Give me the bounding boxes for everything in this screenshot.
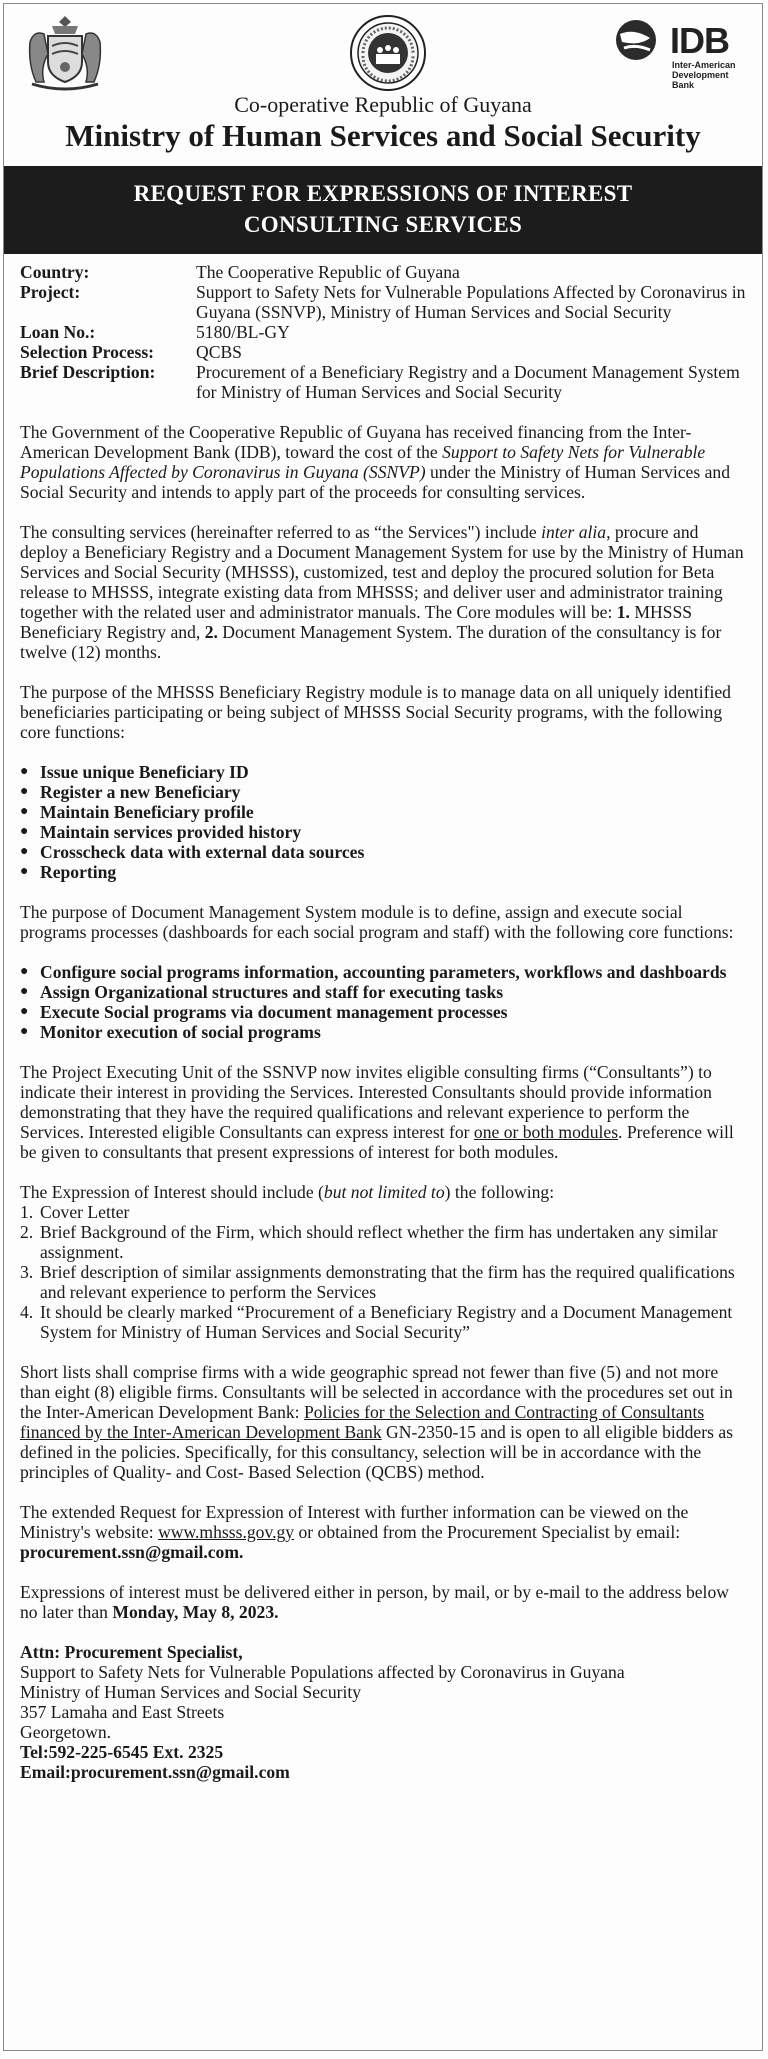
deadline-date: Monday, May 8, 2023. [112, 1602, 279, 1622]
meta-country: Country: The Cooperative Republic of Guyana [20, 262, 460, 282]
meta-selection-process: Selection Process: QCBS [20, 342, 242, 362]
list-item: ● Reporting [20, 862, 748, 882]
eoi-requirements-list [20, 1202, 748, 1342]
paragraph-short-lists: Short lists shall comprise firms with a wide geographic spread not fewer than five (5) and not more than eight (8) eligible firms. Consultants will be selected in accordance with the procedures set out in the Inter-American Development Bank: Policies for the Selection and Contracting of Consultants financed by the Inter-American Development Bank GN-2350-15 and is open to all eligible bidders as defined in the policies. Specifically, for this consultancy, selection will be in accordance with the principles of Quality- and Cost- Based Selection (QCBS) method. [20, 1362, 733, 1482]
address-line: Ministry of Human Services and Social Security [20, 1682, 362, 1702]
list-item: ● Assign Organizational structures and staff for executing tasks [20, 982, 748, 1002]
ministry-seal-icon [349, 14, 427, 92]
paragraph-registry-purpose: The purpose of the MHSSS Beneficiary Registry module is to manage data on all uniquely identified beneficiaries participating or being subject of MHSSS Social Security programs, with the following core functions: [20, 682, 731, 742]
paragraph-deadline: Expressions of interest must be delivered either in person, by mail, or by e-mail to the address below no later than Monday, May 8, 2023. [20, 1582, 729, 1622]
telephone: Tel:592-225-6545 Ext. 2325 [20, 1742, 224, 1762]
paragraph-invitation: The Project Executing Unit of the SSNVP now invites eligible consulting firms (“Consultants”) to indicate their interest in providing the Services. Interested Consultants should provide information demonstrating that they have the required qualifications and relevant experience to perform the Services. Interested eligible Consultants can express interest for one or both modules. Preference will be given to consultants that present expressions of interest for both modules. [20, 1062, 734, 1162]
ministry-website-link[interactable]: www.mhsss.gov.gy [158, 1522, 295, 1542]
meta-brief-description: Brief Description: Procurement of a Beneficiary Registry and a Document Management System for Ministry of Human Services and Social Security [20, 362, 740, 402]
list-item: ● Maintain services provided history [20, 822, 748, 842]
ministry-title: Ministry of Human Services and Social Security [65, 118, 701, 153]
dms-functions-list [20, 962, 748, 1042]
address-line: 357 Lamaha and East Streets [20, 1702, 225, 1722]
idb-logo [612, 18, 752, 90]
header [4, 4, 762, 166]
meta-project: Project: Support to Safety Nets for Vulnerable Populations Affected by Coronavirus in Guyana (SSNVP), Ministry of Human Services and Social Security [20, 282, 746, 322]
list-item: ● Maintain Beneficiary profile [20, 802, 748, 822]
paragraph-dms-purpose: The purpose of Document Management System module is to define, assign and execute social programs processes (dashboards for each social program and staff) with the following core functions: [20, 902, 734, 942]
request-banner [4, 166, 762, 254]
list-item: ● Monitor execution of social programs [20, 1022, 748, 1042]
advertisement-page [3, 3, 763, 2051]
paragraph-extended-request: The extended Request for Expression of Interest with further information can be viewed on the Ministry's website: www.mhsss.gov.gy or obtained from the Procurement Specialist by email: procurement.ssn@gmail.com. [20, 1502, 689, 1562]
address-line: Georgetown. [20, 1722, 112, 1742]
list-item: 4. It should be clearly marked “Procurement of a Beneficiary Registry and a Document Management System for Ministry of Human Services and Social Security” [20, 1302, 733, 1342]
list-item: ● Issue unique Beneficiary ID [20, 762, 748, 782]
republic-title: Co-operative Republic of Guyana [234, 92, 532, 117]
one-or-both-modules-text: one or both modules [473, 1122, 619, 1142]
list-item: ● Execute Social programs via document management processes [20, 1002, 748, 1022]
address-line: Support to Safety Nets for Vulnerable Populations affected by Coronavirus in Guyana [20, 1662, 625, 1682]
list-item: 1. Cover Letter [20, 1202, 130, 1222]
contact-address [20, 1642, 748, 1782]
procurement-email-link[interactable]: procurement.ssn@gmail.com. [20, 1542, 244, 1562]
idb-wordmark: IDB [670, 20, 729, 61]
banner-line-2: CONSULTING SERVICES [243, 212, 523, 237]
idb-subtitle: Inter-American Development Bank [672, 60, 736, 90]
banner-line-1: REQUEST FOR EXPRESSIONS OF INTEREST [133, 181, 633, 206]
registry-functions-list [20, 762, 748, 882]
paragraph-eoi-include: The Expression of Interest should include (but not limited to) the following: [20, 1182, 555, 1202]
list-item: 3. Brief description of similar assignments demonstrating that the firm has the required qualifications and relevant experience to perform the Services [20, 1262, 735, 1302]
contact-email[interactable]: Email:procurement.ssn@gmail.com [20, 1762, 290, 1782]
list-item: 2. Brief Background of the Firm, which should reflect whether the firm has undertaken any similar assignment. [20, 1222, 718, 1262]
list-item: ● Configure social programs information, accounting parameters, workflows and dashboards [20, 962, 748, 982]
project-meta [20, 262, 748, 402]
list-item: ● Register a new Beneficiary [20, 782, 748, 802]
attn-line: Attn: Procurement Specialist, [20, 1642, 243, 1662]
policies-link[interactable]: Policies for the Selection and Contracting of Consultants financed by the Inter-American Development Bank [20, 1402, 705, 1442]
paragraph-services: The consulting services (hereinafter referred to as “the Services") include inter alia, procure and deploy a Beneficiary Registry and a Document Management System for use by the Ministry of Human Services and Social Security (MHSSS), customized, test and deploy the procured solution for Beta release to MHSSS, integrate existing data from MHSSS; and deliver user and administrator training together with the related user and administrator manuals. The Core modules will be: 1. MHSSS Beneficiary Registry and, 2. Document Management System. The duration of the consultancy is for twelve (12) months. [20, 522, 744, 662]
list-item: ● Crosscheck data with external data sources [20, 842, 748, 862]
notice-body [4, 254, 762, 1782]
guyana-coat-of-arms-icon [22, 12, 108, 92]
paragraph-financing: The Government of the Cooperative Republic of Guyana has received financing from the Inter-American Development Bank (IDB), toward the cost of the Support to Safety Nets for Vulnerable Populations Affected by Coronavirus in Guyana (SSNVP) under the Ministry of Human Services and Social Security and intends to apply part of the proceeds for consulting services. [20, 422, 730, 502]
idb-mark-icon [612, 18, 664, 62]
meta-loan-no: Loan No.: 5180/BL-GY [20, 322, 290, 342]
